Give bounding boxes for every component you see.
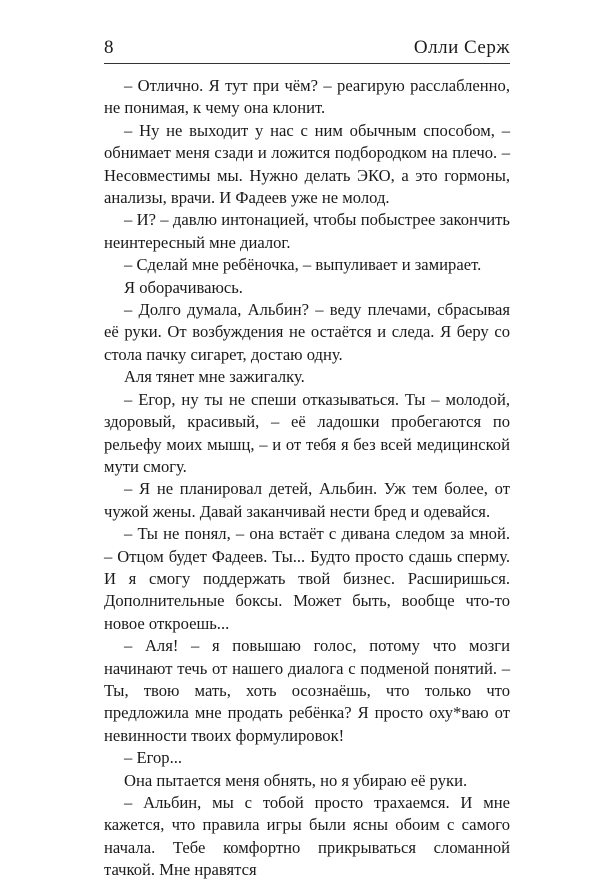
page-number: 8 <box>104 37 114 58</box>
author-name: Олли Серж <box>413 37 510 58</box>
paragraph: – Альбин, мы с тобой просто трахаемся. И мне кажется, что правила игры были ясны обоим с самого начала. Тебе комфортно прикрываться сломанной тачкой. Мне нравятся <box>104 793 510 880</box>
paragraph: – Долго думала, Альбин? – веду плечами, сбрасывая её руки. От возбуждения не остаётся и следа. Я беру со стола пачку сигарет, достаю одну. <box>104 300 510 364</box>
paragraph: – И? – давлю интонацией, чтобы побыстрее закончить неинтересный мне диалог. <box>104 210 510 252</box>
paragraph: Аля тянет мне зажигалку. <box>124 367 305 387</box>
paragraph: Я оборачиваюсь. <box>124 277 243 297</box>
paragraph: – Я не планировал детей, Альбин. Уж тем более, от чужой жены. Давай заканчивай нести бред и одевайся. <box>104 479 510 521</box>
paragraph: – Сделай мне ребёночка, – выпуливает и замирает. <box>124 255 482 275</box>
paragraph: – Ты не понял, – она встаёт с дивана следом за мной. – Отцом будет Фадеев. Ты... Будто просто сдашь сперму. И я смогу поддержать твой бизнес. Расширишься. Дополнительные боксы. Может быть, вообще что-то новое откроешь... <box>104 524 510 633</box>
paragraph: – Егор... <box>124 748 183 768</box>
paragraph: – Ну не выходит у нас с ним обычным способом, – обнимает меня сзади и ложится подбородком на плечо. – Несовместимы мы. Нужно делать ЭКО, а это гормоны, анализы, врачи. И Фадеев уже не молод. <box>104 120 510 208</box>
paragraph: – Аля! – я повышаю голос, потому что мозги начинают течь от нашего диалога с подменой понятий. – Ты, твою мать, хоть осознаёшь, что только что предложила мне продать ребёнка? Я просто оху*ваю от невинности твоих формулировок! <box>104 636 510 745</box>
page-body <box>104 75 510 882</box>
paragraph: – Отлично. Я тут при чём? – реагирую расслабленно, не понимая, к чему она клонит. <box>104 76 510 118</box>
paragraph: – Егор, ну ты не спеши отказываться. Ты – молодой, здоровый, красивый, – её ладошки пробегаются по рельефу моих мышц, – и от тебя я без всей медицинской мути смогу. <box>104 389 510 476</box>
running-header <box>104 30 510 64</box>
paragraph: Она пытается меня обнять, но я убираю её руки. <box>124 770 468 790</box>
